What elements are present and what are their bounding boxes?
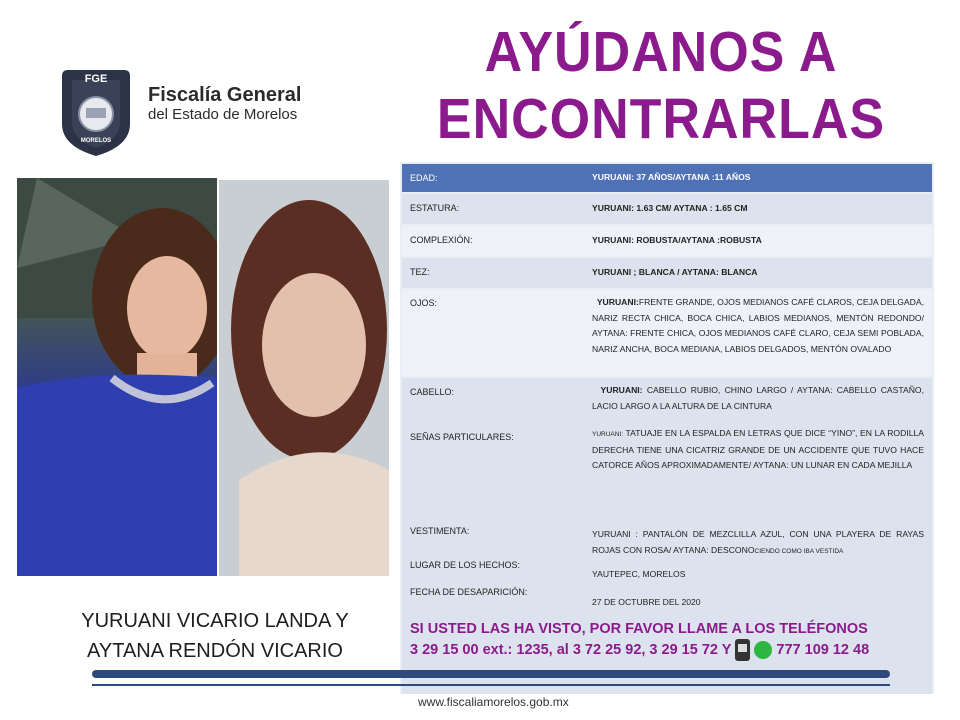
- label-fecha: FECHA DE DESAPARICIÓN:: [410, 587, 528, 597]
- footer-bar: [92, 670, 890, 678]
- cta-whatsapp-number: 777 109 12 48: [776, 642, 870, 658]
- badge-bottom-text: MORELOS: [80, 138, 112, 144]
- label-tez: TEZ:: [410, 267, 430, 277]
- title-line-1: AYÚDANOS A: [484, 21, 838, 84]
- cta-phones: 3 29 15 00 ext.: 1235, al 3 72 25 92, 3 29 15 72 Y: [410, 642, 732, 658]
- label-cabello: CABELLO:: [410, 387, 455, 397]
- agency-subtitle: del Estado de Morelos: [148, 106, 298, 123]
- photo-aytana: [219, 180, 389, 576]
- footer-divider: [92, 684, 890, 686]
- value-complexion: YURUANI: ROBUSTA/AYTANA :ROBUSTA: [592, 235, 762, 245]
- label-vestimenta: VESTIMENTA:: [410, 526, 470, 536]
- value-vestimenta: [582, 527, 932, 559]
- value-edad: YURUANI: 37 AÑOS/AYTANA :11 AÑOS: [592, 172, 751, 182]
- whatsapp-icon: [754, 641, 772, 659]
- row-edad: [402, 164, 932, 192]
- value-senas-text: TATUAJE EN LA ESPALDA EN LETRAS QUE DICE “YINO”, EN LA RODILLA DERECHA TIENE UNA CICATRIZ GRANDE DE UN ACCIDENTE QUE TUVO HACE CATORCE AÑOS APROXIMADAMENTE/ AYTANA: UN LUNAR EN CADA MEJILLA: [592, 428, 924, 470]
- name-line-1: YURUANI VICARIO LANDA Y: [81, 610, 349, 632]
- value-estatura: YURUANI: 1.63 CM/ AYTANA : 1.65 CM: [592, 203, 748, 213]
- value-lugar: YAUTEPEC, MORELOS: [592, 569, 686, 579]
- row-estatura: [402, 194, 932, 224]
- fge-badge-icon: [60, 66, 132, 158]
- value-fecha: 27 DE OCTUBRE DEL 2020: [592, 597, 701, 607]
- row-ojos: [402, 290, 932, 376]
- value-cabello-text: CABELLO RUBIO, CHINO LARGO / AYTANA: CABELLO CASTAÑO, LACIO LARGO A LA ALTURA DE LA CINTURA: [592, 385, 924, 411]
- cta-line-1: SI USTED LAS HA VISTO, POR FAVOR LLAME A LOS TELÉFONOS: [410, 621, 868, 637]
- value-vestimenta-text: YURUANI : PANTALÓN DE MEZCLILLA AZUL, CON UNA PLAYERA DE RAYAS ROJAS CON ROSA/ AYTANA: DESCONO: [592, 529, 924, 555]
- value-cabello: [582, 383, 932, 414]
- row-tez: [402, 258, 932, 288]
- label-edad: EDAD:: [410, 173, 438, 183]
- label-estatura: ESTATURA:: [410, 203, 460, 213]
- label-complexion: COMPLEXIÓN:: [410, 235, 473, 245]
- title-line-2: ENCONTRARLAS: [436, 88, 886, 151]
- value-ojos-name: YURUANI:: [596, 297, 639, 307]
- value-tez: YURUANI ; BLANCA / AYTANA: BLANCA: [592, 267, 758, 277]
- row-complexion: [402, 226, 932, 256]
- photo-yuruani: [17, 178, 217, 576]
- page-title: [396, 19, 926, 153]
- website-link[interactable]: www.fiscaliamorelos.gob.mx: [418, 695, 569, 709]
- cta-line-2: [410, 639, 930, 661]
- badge-text: FGE: [84, 73, 108, 85]
- phone-icon: [735, 639, 750, 661]
- value-ojos: [582, 295, 932, 357]
- agency-name: Fiscalía General: [148, 84, 302, 106]
- photo-yuruani-illustration: [17, 178, 217, 576]
- value-senas: [582, 426, 932, 474]
- photo-aytana-illustration: [219, 180, 389, 576]
- value-senas-name: YURUANI:: [592, 431, 624, 438]
- name-line-2: AYTANA RENDÓN VICARIO: [87, 640, 343, 662]
- label-ojos: OJOS:: [410, 298, 438, 308]
- label-senas: SEÑAS PARTICULARES:: [410, 432, 514, 442]
- label-lugar: LUGAR DE LOS HECHOS:: [410, 560, 521, 570]
- value-cabello-name: YURUANI:: [600, 385, 643, 395]
- value-vestimenta-end: CIENDO COMO IBA VESTIDA: [754, 547, 844, 555]
- missing-persons-names: [50, 606, 380, 666]
- call-to-action: [410, 619, 930, 661]
- value-ojos-text: FRENTE GRANDE, OJOS MEDIANOS CAFÉ CLAROS, CEJA DELGADA, NARIZ RECTA CHICA, BOCA CHICA, LABIOS MEDIANOS, MENTÓN REDONDO/ AYTANA: FRENTE CHICA, OJOS MEDIANOS CAFÉ CLARO, CEJA SEMI POBLADA, NARIZ ANCHA, BOCA MEDIANA, LABIOS DELGADOS, MENTÓN OVALADO: [592, 297, 924, 354]
